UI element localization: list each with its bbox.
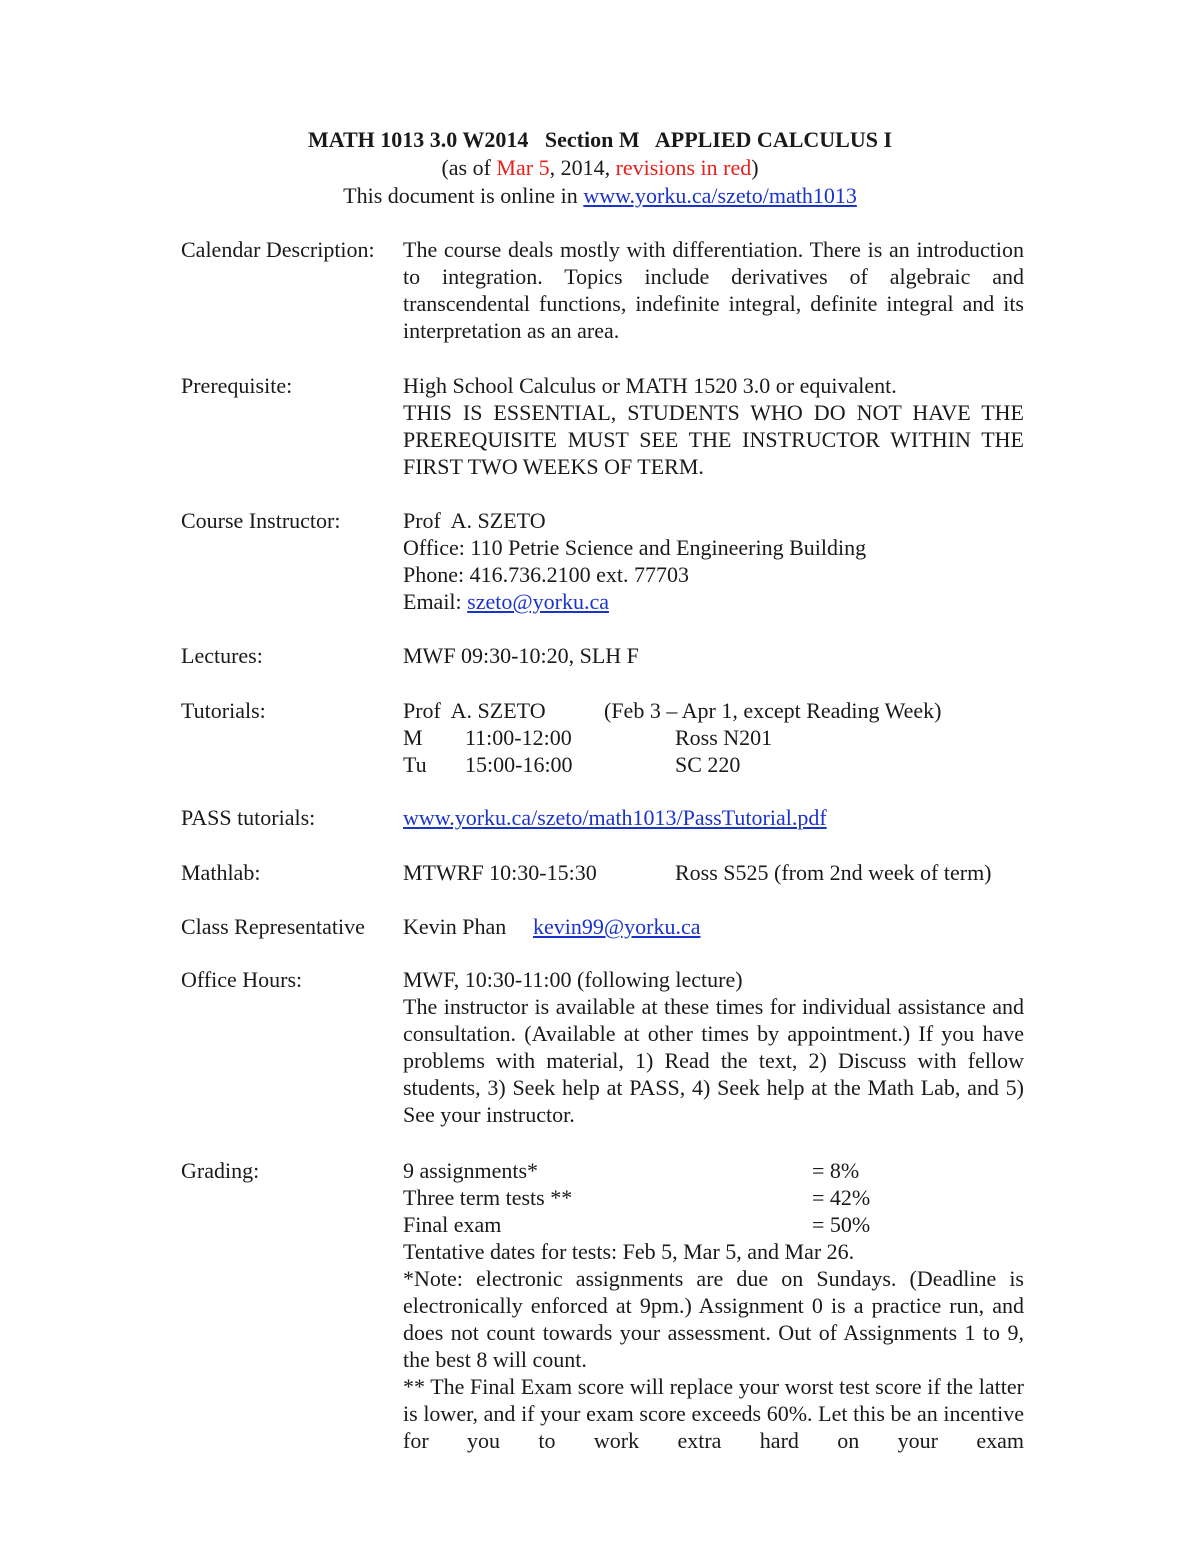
asof-prefix: (as of [441,155,497,180]
email-prefix: Email: [403,589,468,614]
instructor-office: Office: 110 Petrie Science and Engineering Building [403,535,867,560]
pass-label: PASS tutorials: [181,805,316,830]
revisions-in-red: revisions in red [615,155,752,180]
tentative-dates: Tentative dates for tests: Feb 5, Mar 5, and Mar 26. [403,1239,855,1264]
page-title: MATH 1013 3.0 W2014 Section M APPLIED CALCULUS I [307,127,893,152]
classrep-email-link[interactable]: kevin99@yorku.ca [533,914,701,939]
prereq-label: Prerequisite: [181,373,293,398]
asof-suffix: ) [751,155,759,180]
calendar-label: Calendar Description: [181,237,375,262]
prereq-warning: THIS IS ESSENTIAL, STUDENTS WHO DO NOT HAVE THE PREREQUISITE MUST SEE THE INSTRUCTOR WITHIN THE FIRST TWO WEEKS OF TERM. [403,400,1024,479]
tutorial-day: M [403,725,423,750]
tutorial-time: 11:00-12:00 [465,725,572,750]
instructor-phone: Phone: 416.736.2100 ext. 77703 [403,562,689,587]
prereq-line: High School Calculus or MATH 1520 3.0 or equivalent. [403,373,897,398]
lectures-value: MWF 09:30-10:20, SLH F [403,643,639,668]
online-prefix: This document is online in [343,183,584,208]
grading-value: = 50% [812,1212,871,1237]
grading-item: Three term tests ** [403,1185,573,1210]
asof-mid: , 2014, [549,155,616,180]
classrep-label: Class Representative [181,914,365,939]
tutorial-dates: (Feb 3 – Apr 1, except Reading Week) [604,698,942,723]
mathlab-room: Ross S525 (from 2nd week of term) [675,860,992,885]
tutorial-instructor: Prof A. SZETO [403,698,546,723]
instructor-block [403,507,1024,615]
instructor-email-link[interactable]: szeto@yorku.ca [467,589,609,614]
tutorial-day: Tu [403,752,427,777]
office-hours-label: Office Hours: [181,967,303,992]
calendar-text: The course deals mostly with differentiation. There is an introduction to integration. Topics include derivatives of algebraic and transcendental functions, indefinite integral, definite integral and its interpretation as an area. [403,237,1024,343]
final-exam-note: ** The Final Exam score will replace your worst test score if the latter is lower, and if your exam score exceeds 60%. Let this be an incentive for you to work extra hard on your exam [403,1374,1024,1453]
office-hours-time: MWF, 10:30-11:00 (following lecture) [403,967,743,992]
office-hours-text: The instructor is available at these times for individual assistance and consultation. (Available at other times by appointment.) If you have problems with material, 1) Read the text, 2) Discuss with fellow students, 3) Seek help at PASS, 4) Seek help at the Math Lab, and 5) See your instructor. [403,994,1024,1127]
revision-date: Mar 5 [496,155,550,180]
mathlab-label: Mathlab: [181,860,261,885]
grading-value: = 8% [812,1158,860,1183]
instructor-name: Prof A. SZETO [403,508,546,533]
pass-link-wrap [403,804,1024,831]
tutorial-time: 15:00-16:00 [465,752,573,777]
lectures-label: Lectures: [181,643,263,668]
tutorial-room: Ross N201 [675,725,773,750]
grading-label: Grading: [181,1158,260,1183]
classrep-name: Kevin Phan [403,914,507,939]
grading-value: = 42% [812,1185,871,1210]
tutorials-label: Tutorials: [181,698,266,723]
assignment-note: *Note: electronic assignments are due on Sundays. (Deadline is electronically enforced at 9pm.) Assignment 0 is a practice run, and does not count towards your assessment. Out of Assignments 1 to 9, the best 8 will count. [403,1266,1024,1372]
instructor-label: Course Instructor: [181,508,341,533]
revision-note [0,155,1200,181]
online-note [0,183,1200,209]
grading-item: 9 assignments* [403,1158,539,1183]
instructor-email-row [403,588,1024,615]
pass-tutorial-link[interactable]: www.yorku.ca/szeto/math1013/PassTutorial.pdf [403,805,827,830]
tutorial-room: SC 220 [675,752,741,777]
grading-item: Final exam [403,1212,502,1237]
mathlab-time: MTWRF 10:30-15:30 [403,860,597,885]
course-website-link[interactable]: www.yorku.ca/szeto/math1013 [583,183,857,208]
